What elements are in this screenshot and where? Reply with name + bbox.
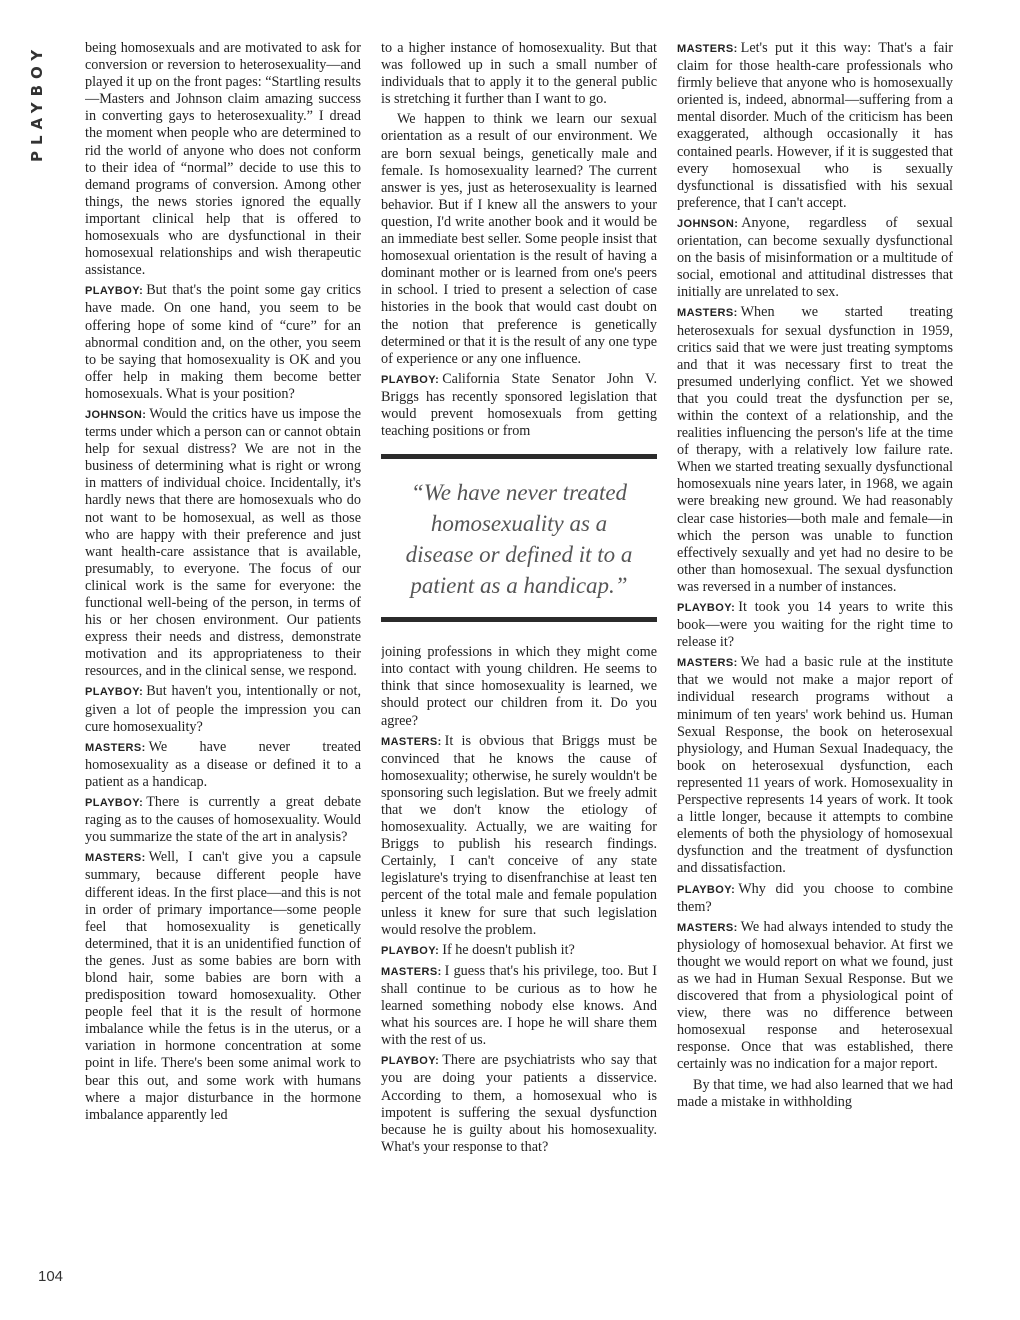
speaker-label: MASTERS: xyxy=(381,735,442,748)
paragraph-text: But haven't you, intentionally or not, given a lot of people the impression you can cure homosexuality? xyxy=(85,683,361,735)
paragraph xyxy=(677,40,953,212)
speaker-label: JOHNSON: xyxy=(85,408,147,421)
paragraph xyxy=(677,881,953,916)
paragraph xyxy=(677,304,953,596)
paragraph xyxy=(381,963,657,1049)
speaker-label: PLAYBOY: xyxy=(85,686,144,699)
paragraph-text: joining professions in which they might come into contact with young children. He seems to think that since homosexuality is learned, we should protect our children from it. Do you agree? xyxy=(381,644,657,729)
text-column-3 xyxy=(677,40,953,1290)
speaker-label: PLAYBOY: xyxy=(677,883,736,896)
paragraph xyxy=(677,599,953,651)
paragraph-text: We have never treated homosexuality as a disease or defined it to a patient as a handicap. xyxy=(85,738,361,790)
paragraph-text: We happen to think we learn our sexual orientation as a result of our environment. We are born sexual beings, genetically male and female. Is homosexuality learned? The current answer is yes, just as heterosexuality is learned behavior. But if I knew all the answers to your question, I'd write another book and it would be an immediate best seller. Some people insist that homosexual orientation is the result of having a dominant mother or is learned from one's peers in school. I tried to present a selection of case histories in the book that would cast doubt on the notion that preference is genetically determined or that it is the result of any one type of experience or any one influence. xyxy=(381,111,657,367)
paragraph-text: It is obvious that Briggs must be convinced that he knows the cause of homosexuality; otherwise, he surely wouldn't be sponsoring such legislation. But we freely admit that we don't know the etiology of homosexuality. Actually, we are waiting for Briggs to publish his research findings. Certainly, I can't conceive of any state legislature's trying to disenfranchise at least ten percent of the total male and female population unless it knew for sure that such legislation would resolve the problem. xyxy=(381,732,657,938)
text-column-2 xyxy=(381,40,657,1290)
paragraph-text: Let's put it this way: That's a fair claim for those health-care professionals who firmly believe that anyone who is homosexually oriented is, indeed, abnormal—suffering from a mental disorder. Much of the criticism has been exaggerated, although occasionally it has contained pearls. However, if it is suggested that every homosexual who is sexually dysfunctional is dissatisfied with his sexual preference, that I can't accept. xyxy=(677,40,953,211)
paragraph-text: When we started treating heterosexuals for sexual dysfunction in 1959, critics said that we were just treating symptoms and that it was necessary first to treat the presumed underlying conflict. Yet we showed that you could treat the dysfunction per se, within the context of a relationship, and the realities influencing the person's life at the time of therapy, with a relatively low failure rate. When we started treating sexually dysfunctional homosexuals nine years later, in 1968, we again were breaking new ground. We had reasonably clear case histories—both male and female—in which the person was unable to function effectively sexually and yet had no desire to be other than homosexual. The sexual dysfunction was reversed in a number of instances. xyxy=(677,304,953,595)
paragraph xyxy=(677,215,953,301)
speaker-label: MASTERS: xyxy=(677,657,738,670)
speaker-label: PLAYBOY: xyxy=(381,373,440,386)
paragraph-text: There are psychiatrists who say that you are doing your patients a disservice. According to them, a homosexual who is impotent is suffering the sexual dysfunction because he is guilty about his homosexuality. What's your response to that? xyxy=(381,1052,657,1155)
paragraph-text: Would the critics have us impose the terms under which a person can or cannot obtain help for sexual distress? We are not in the business of determining what is right or wrong in matters of individual choice. Incidentally, it's hardly news that there are homosexuals who do not want to be homosexual, as well as those who are happy with their preference and just want health-care assistance that is available, presumably, to everyone. The focus of our clinical work is the same for everyone: the functional well-being of the person, in terms of his or her chosen environment. Our patients express their needs and distress, demonstrate motivation and its appropriateness to their resources, and in the clinical sense, we respond. xyxy=(85,405,361,680)
pull-quote-text: “We have never treated homosexuality as a disease or defined it to a patient as a handicap.” xyxy=(405,480,633,599)
paragraph xyxy=(677,654,953,877)
paragraph xyxy=(85,683,361,735)
pull-quote xyxy=(381,454,657,622)
paragraph-text: California State Senator John V. Briggs has recently sponsored legislation that would prevent homosexuals from getting teaching positions or from xyxy=(381,370,657,440)
paragraph xyxy=(381,1052,657,1156)
speaker-label: PLAYBOY: xyxy=(85,797,144,810)
paragraph xyxy=(85,849,361,1124)
paragraph-text: Well, I can't give you a capsule summary, because different people have different ideas. In the first place—and this is not in order of primary importance—some people feel that homosexuality is genetically determined, that it is an unidentified function of the genes. Just as some babies are born with blond hair, some babies are born with a predisposition toward homosexuality. Other people feel that it is the result of hormone imbalance while the fetus is in the uterus, or a variation in hormone concentration at some point in life. There's been some animal work to bear this out, and some work with humans where a major disturbance in the hormone imbalance apparently led xyxy=(85,849,361,1123)
speaker-label: MASTERS: xyxy=(381,965,442,978)
paragraph-text: There is currently a great debate raging as to the causes of homosexuality. Would you summarize the state of the art in analysis? xyxy=(85,794,361,846)
speaker-label: PLAYBOY: xyxy=(85,285,144,298)
speaker-label: MASTERS: xyxy=(677,43,738,55)
paragraph xyxy=(381,942,657,960)
paragraph xyxy=(85,40,361,279)
paragraph-text: being homosexuals and are motivated to ask for conversion or reversion to heterosexuality—and played it up on the front pages: “Startling results—Masters and Johnson claim amazing success in converting gays to heterosexuality.” I dread the moment when people who are determined to rid the world of anyone who does not conform to their idea of “normal” decide to use this to demand programs of conversion. Among other things, the news stories ignored the equally important clinical help that is offered to homosexuals who are dysfunctional in their homosexual relationships and wish therapeutic assistance. xyxy=(85,40,361,279)
paragraph xyxy=(85,406,361,681)
page-number: 104 xyxy=(38,1268,64,1285)
paragraph xyxy=(85,739,361,791)
speaker-label: MASTERS: xyxy=(85,852,146,865)
speaker-label: MASTERS: xyxy=(677,307,738,320)
paragraph xyxy=(85,794,361,846)
speaker-label: MASTERS: xyxy=(85,741,146,754)
paragraph xyxy=(677,1077,953,1111)
speaker-label: PLAYBOY: xyxy=(381,1055,440,1068)
paragraph xyxy=(381,111,657,367)
speaker-label: PLAYBOY: xyxy=(381,944,440,957)
paragraph xyxy=(381,644,657,729)
magazine-name: PLAYBOY xyxy=(28,44,46,163)
paragraph xyxy=(85,282,361,403)
paragraph-text: By that time, we had also learned that we had made a mistake in withholding xyxy=(677,1076,953,1110)
paragraph xyxy=(381,371,657,440)
speaker-label: PLAYBOY: xyxy=(677,602,736,614)
paragraph-text: Why did you choose to combine them? xyxy=(677,880,953,915)
speaker-label: JOHNSON: xyxy=(677,217,739,230)
paragraph-text: But that's the point some gay critics have made. On one hand, you seem to be offering hope of some kind of “cure” for an abnormal condition and, on the other, you seem to be saying that homosexuality is OK and you offer help in making them become better homosexuals. What is your position? xyxy=(85,282,361,402)
paragraph-text: to a higher instance of homosexuality. But that was followed up in such a small number of individuals that to apply it to the general public is stretching it further than I want to go. xyxy=(381,40,657,108)
paragraph-text: If he doesn't publish it? xyxy=(442,941,575,958)
paragraph-text: I guess that's his privilege, too. But I shall continue to be curious as to how he learned something nobody else knows. And what his sources are. I hope he will share them with the rest of us. xyxy=(381,962,657,1049)
paragraph-text: We had a basic rule at the institute that we would not make a major report of individual research programs without a minimum of ten years' work behind us. Human Sexual Response, the book on heterosexual physiology, and Human Sexual Inadequacy, the book on heterosexual dysfunction, each represented 11 years of work. Homosexuality in Perspective represents 14 years of work. It took a little longer, because it attempts to combine elements of both the physiology of homosexual dysfunction and the treatment of dysfunction and dissatisfaction. xyxy=(677,654,953,877)
text-column-1 xyxy=(85,40,361,1290)
paragraph xyxy=(677,919,953,1074)
paragraph xyxy=(381,733,657,939)
paragraph-text: We had always intended to study the physiology of homosexual behavior. At first we thought we would report on what we found, just as we had in Human Sexual Response. But we discovered that from a physiological point of view, there was no difference between homosexual response and heterosexual response. Once that was established, there certainly was no indication for a major report. xyxy=(677,918,953,1073)
speaker-label: MASTERS: xyxy=(677,921,738,934)
paragraph-text: Anyone, regardless of sexual orientation, can become sexually dysfunctional on the basis of misinformation or a multitude of social, emotional and attitudinal distresses that initially are unrelated to sex. xyxy=(677,214,953,301)
paragraph xyxy=(381,40,657,108)
paragraph-text: It took you 14 years to write this book—were you waiting for the right time to release it? xyxy=(677,599,953,651)
